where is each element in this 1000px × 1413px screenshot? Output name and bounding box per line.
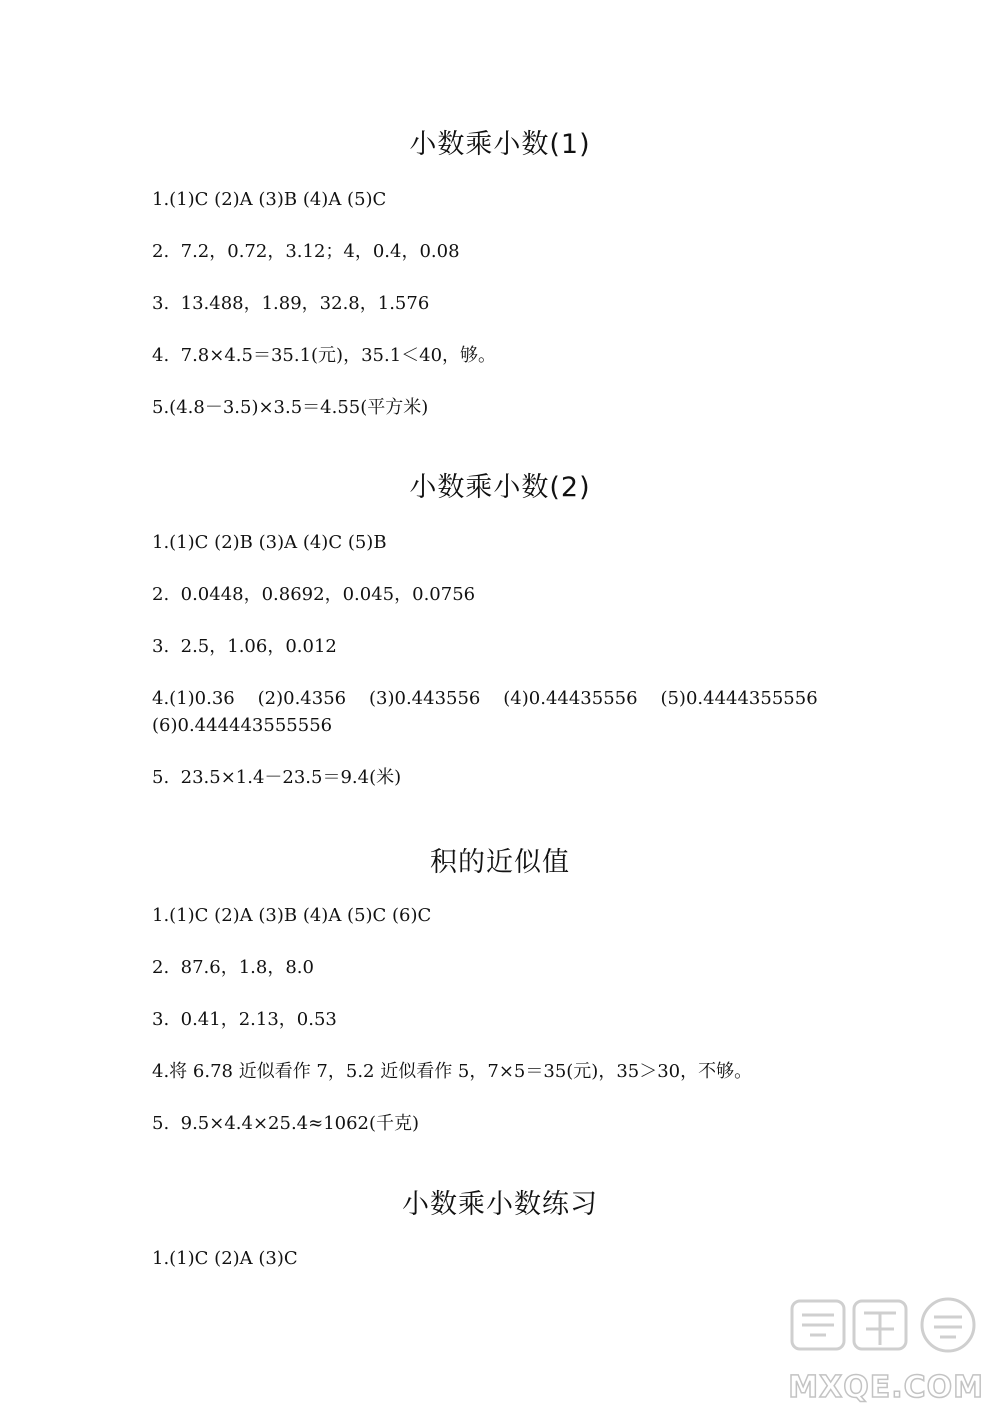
- answer-line: (6)0.444443555556: [152, 715, 333, 736]
- answer-line: 1.(1)C (2)B (3)A (4)C (5)B: [152, 532, 387, 553]
- answer-line: 4.(1)0.36 (2)0.4356 (3)0.443556 (4)0.44435556 (5)0.4444355556: [152, 688, 818, 709]
- section-title-4: 小数乘小数练习: [402, 1189, 598, 1220]
- answer-line: 4.将 6.78 近似看作 7，5.2 近似看作 5，7×5＝35(元)，35＞30，不够。: [152, 1061, 753, 1082]
- answer-line: 2. 0.0448，0.8692，0.045，0.0756: [152, 584, 476, 605]
- section-title-2: 小数乘小数(2): [409, 472, 591, 503]
- answer-line: 2. 7.2，0.72，3.12；4，0.4，0.08: [152, 241, 460, 262]
- watermark: [788, 1295, 988, 1405]
- answer-line: 1.(1)C (2)A (3)B (4)A (5)C (6)C: [152, 905, 432, 926]
- section-title-1: 小数乘小数(1): [409, 129, 591, 160]
- answer-line: 5. 23.5×1.4－23.5＝9.4(米): [152, 767, 402, 788]
- watermark-site-text: MXQE.COM: [788, 1370, 984, 1405]
- answer-line: 1.(1)C (2)A (3)C: [152, 1248, 298, 1269]
- section-title-3: 积的近似值: [430, 847, 570, 878]
- watermark-logo-icon: [788, 1295, 988, 1355]
- answer-line: 4. 7.8×4.5＝35.1(元)，35.1＜40，够。: [152, 345, 497, 366]
- answer-line: 3. 0.41，2.13，0.53: [152, 1009, 337, 1030]
- answer-line: 3. 2.5，1.06，0.012: [152, 636, 337, 657]
- answer-line: 1.(1)C (2)A (3)B (4)A (5)C: [152, 189, 387, 210]
- answer-line: 2. 87.6，1.8，8.0: [152, 957, 314, 978]
- answer-line: 3. 13.488，1.89，32.8，1.576: [152, 293, 430, 314]
- answer-line: 5.(4.8－3.5)×3.5＝4.55(平方米): [152, 397, 429, 418]
- answer-line: 5. 9.5×4.4×25.4≈1062(千克): [152, 1113, 420, 1134]
